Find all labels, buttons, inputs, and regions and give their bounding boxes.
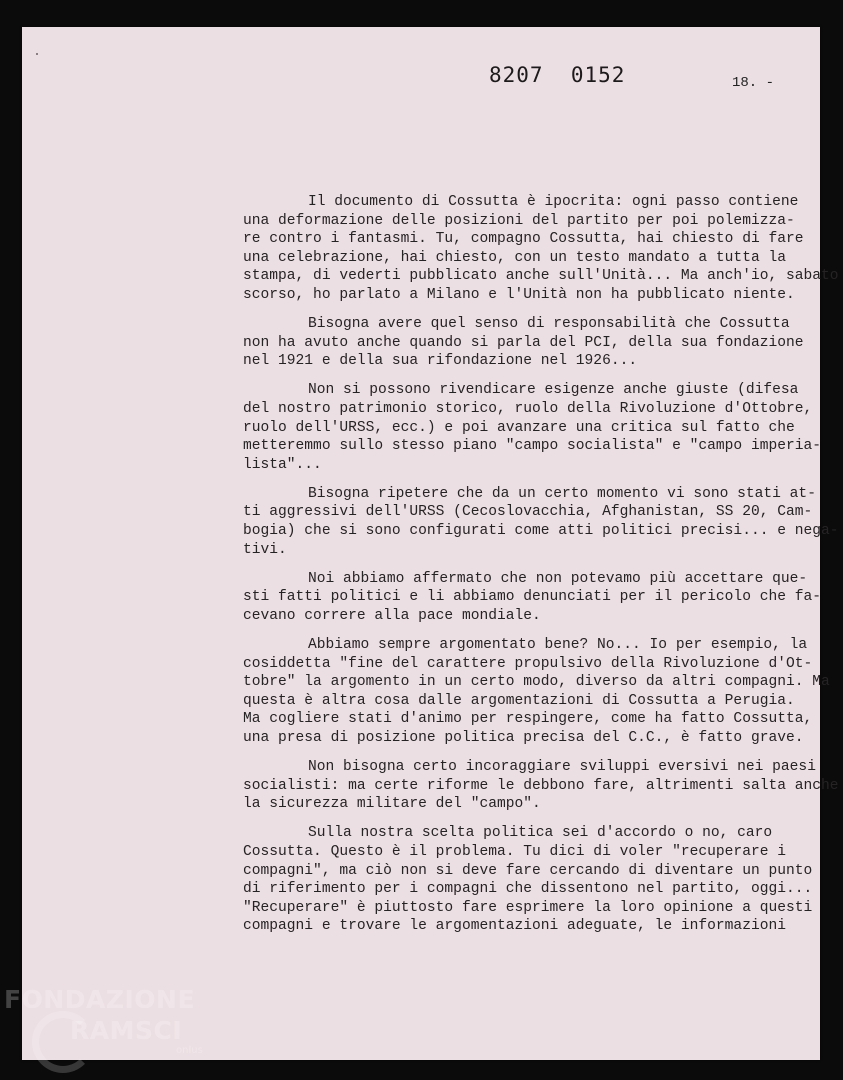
paragraph bbox=[243, 636, 830, 748]
text-line: Non bisogna certo incoraggiare sviluppi eversivi nei paesi bbox=[308, 759, 816, 776]
text-line: Ma cogliere stati d'animo per respingere, come ha fatto Cossutta, bbox=[243, 711, 813, 728]
paragraph bbox=[243, 381, 822, 474]
text-line: Bisogna avere quel senso di responsabilità che Cossutta bbox=[308, 316, 790, 333]
text-line: tobre" la argomento in un certo modo, diverso da altri compagni. Ma bbox=[243, 674, 830, 691]
text-line: una deformazione delle posizioni del partito per poi polemizza- bbox=[243, 212, 795, 229]
paragraph bbox=[243, 315, 813, 371]
text-line: "Recuperare" è piuttosto fare esprimere la loro opinione a questi bbox=[243, 899, 813, 916]
text-line: Sulla nostra scelta politica sei d'accordo o no, caro bbox=[308, 825, 773, 842]
text-line: la sicurezza militare del "campo". bbox=[243, 796, 541, 813]
paragraph bbox=[243, 758, 839, 814]
paper-speck bbox=[36, 53, 38, 55]
text-line: Il documento di Cossutta è ipocrita: ogni passo contiene bbox=[308, 194, 799, 210]
text-line: ti aggressivi dell'URSS (Cecoslovacchia, Afghanistan, SS 20, Cam- bbox=[243, 504, 813, 521]
text-line: non ha avuto anche quando si parla del PCI, della sua fondazione bbox=[243, 334, 804, 351]
text-line: cevano correre alla pace mondiale. bbox=[243, 607, 541, 624]
text-line: socialisti: ma certe riforme le debbono fare, altrimenti salta anche bbox=[243, 777, 839, 794]
watermark-suffix: onlus bbox=[176, 1045, 203, 1056]
text-line: scorso, ho parlato a Milano e l'Unità non ha pubblicato niente. bbox=[243, 286, 795, 303]
watermark-line2: RAMSCI bbox=[70, 1016, 183, 1045]
text-line: nel 1921 e della sua rifondazione nel 1926... bbox=[243, 353, 638, 370]
document-page bbox=[22, 27, 839, 1060]
text-line: Abbiamo sempre argomentato bene? No... Io per esempio, la bbox=[308, 636, 808, 653]
text-line: bogia) che si sono configurati come atti politici precisi... e nega- bbox=[243, 523, 839, 539]
text-line: compagni e trovare le argomentazioni adeguate, le informazioni bbox=[243, 918, 786, 935]
paragraph bbox=[243, 485, 839, 559]
text-line: tivi. bbox=[243, 541, 287, 558]
text-line: lista"... bbox=[243, 456, 322, 473]
document-body bbox=[243, 193, 839, 946]
paragraph bbox=[243, 570, 822, 626]
text-line: ruolo dell'URSS, ecc.) e poi avanzare una critica sul fatto che bbox=[243, 419, 795, 436]
text-line: una presa di posizione politica precisa del C.C., è fatto grave. bbox=[243, 729, 804, 746]
paragraph bbox=[243, 824, 813, 936]
text-line: di riferimento per i compagni che dissentono nel partito, oggi... bbox=[243, 881, 813, 898]
text-line: Noi abbiamo affermato che non potevamo più accettare que- bbox=[308, 570, 808, 587]
archive-id: 8207 0152 bbox=[489, 63, 626, 87]
text-line: compagni", ma ciò non si deve fare cercando di diventare un punto bbox=[243, 862, 813, 879]
text-line: metteremmo sullo stesso piano "campo socialista" e "campo imperia- bbox=[243, 438, 822, 455]
text-line: stampa, di vederti pubblicato anche sull'Unità... Ma anch'io, sabato bbox=[243, 268, 839, 285]
text-line: una celebrazione, hai chiesto, con un testo mandato a tutta la bbox=[243, 249, 786, 266]
paragraph bbox=[243, 193, 839, 305]
text-line: Bisogna ripetere che da un certo momento vi sono stati at- bbox=[308, 485, 816, 502]
text-line: re contro i fantasmi. Tu, compagno Cossutta, hai chiesto di fare bbox=[243, 231, 804, 248]
text-line: Non si possono rivendicare esigenze anche giuste (difesa bbox=[308, 382, 799, 399]
page-number: 18. - bbox=[732, 75, 775, 91]
text-line: questa è altra cosa dalle argomentazioni di Cossutta a Perugia. bbox=[243, 692, 795, 709]
text-line: Cossutta. Questo è il problema. Tu dici di voler "recuperare i bbox=[243, 843, 786, 860]
watermark-line1: FONDAZIONE bbox=[4, 985, 196, 1014]
text-line: del nostro patrimonio storico, ruolo della Rivoluzione d'Ottobre, bbox=[243, 400, 813, 417]
text-line: cosiddetta "fine del carattere propulsivo della Rivoluzione d'Ot- bbox=[243, 655, 813, 672]
text-line: sti fatti politici e li abbiamo denunciati per il pericolo che fa- bbox=[243, 589, 822, 606]
